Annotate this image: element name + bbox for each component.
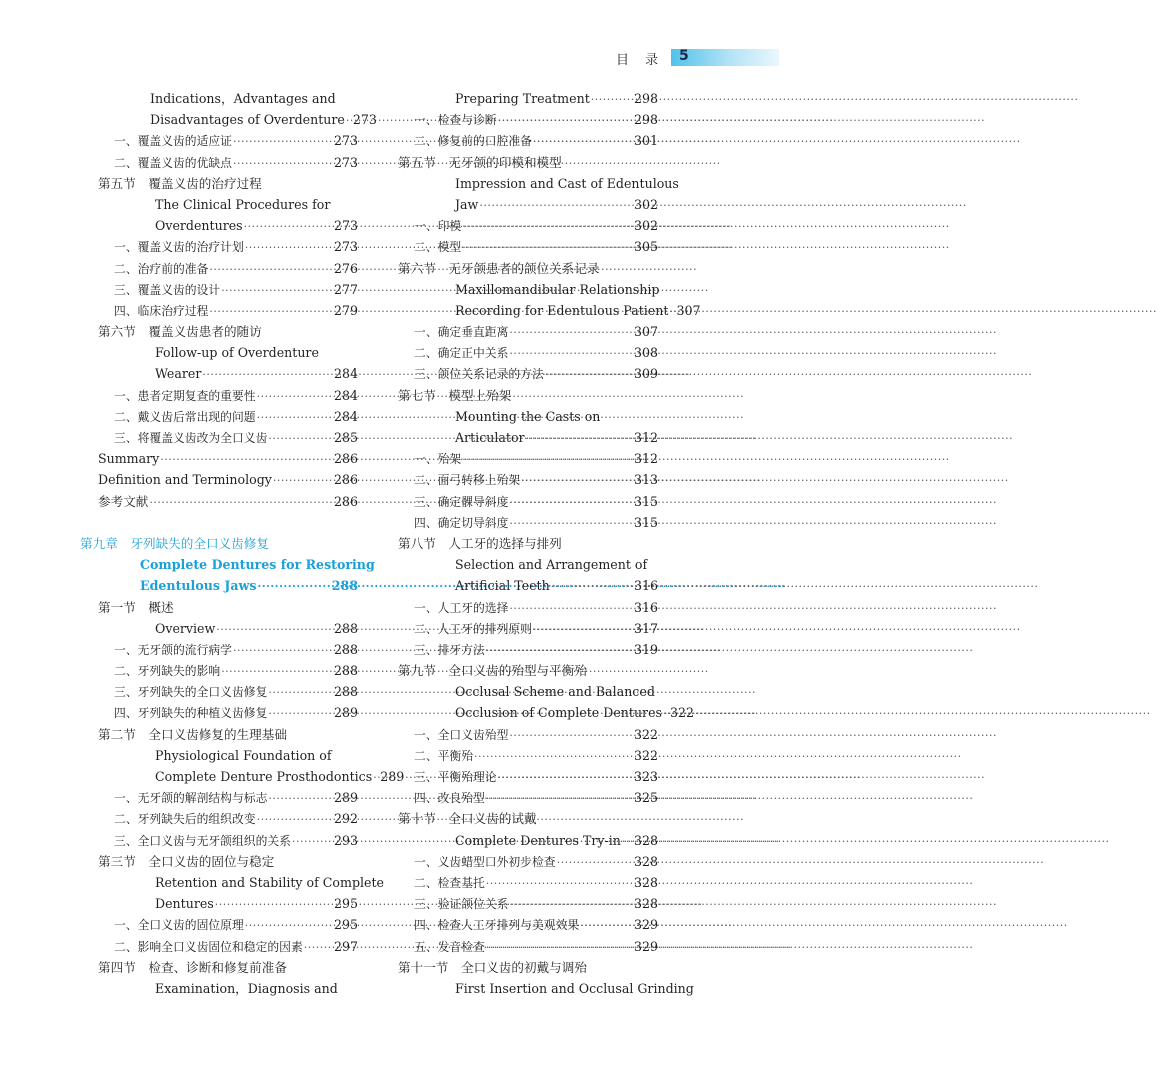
- toc-entry-title: Examination，Diagnosis and: [155, 980, 338, 996]
- toc-entry-title: Recording for Edentulous Patient: [455, 302, 669, 318]
- toc-page-number: 316: [633, 599, 658, 615]
- toc-dot-leader: [533, 131, 633, 152]
- toc-page-number: 302: [633, 218, 658, 234]
- toc-entry[interactable]: [80, 639, 358, 660]
- toc-entry: [80, 173, 358, 194]
- toc-left-column: [80, 88, 405, 999]
- toc-dot-leader: [479, 195, 633, 216]
- toc-dot-leader: [498, 767, 633, 788]
- toc-entry-title: 一、人工牙的选择: [414, 600, 509, 615]
- toc-entry[interactable]: [80, 258, 358, 279]
- running-header-title: 目 录: [616, 53, 665, 68]
- toc-dot-leader: [346, 110, 352, 131]
- toc-entry[interactable]: [80, 427, 358, 448]
- toc-page-number: 312: [633, 430, 658, 445]
- toc-entry-title: 二、确定正中关系: [414, 346, 509, 361]
- toc-entry-title: 第七节 模型上殆架: [398, 387, 512, 403]
- toc-page-number: 295: [333, 896, 358, 912]
- toc-entry-title: 二、修复前的口腔准备: [414, 134, 532, 149]
- toc-entry-title: 第五节 覆盖义齿的治疗过程: [98, 175, 262, 191]
- toc-entry-title: Selection and Arrangement of: [455, 557, 648, 573]
- toc-entry[interactable]: [380, 787, 658, 808]
- toc-entry-title: 一、确定垂直距离: [414, 325, 509, 340]
- toc-page-number: 288: [333, 684, 358, 700]
- toc-entry-title: 二、覆盖义齿的优缺点: [114, 155, 232, 170]
- toc-entry-title: First Insertion and Occlusal Grinding: [455, 980, 694, 996]
- toc-entry-title: 四、检查人工牙排列与美观效果: [414, 918, 580, 933]
- toc-entry-title: The Clinical Procedures for: [155, 196, 331, 212]
- toc-dot-leader: [233, 153, 333, 174]
- toc-page-number: 295: [333, 917, 358, 933]
- toc-entry-title: Disadvantages of Overdenture: [150, 112, 345, 128]
- toc-entry[interactable]: [80, 808, 358, 829]
- toc-dot-leader: [245, 915, 333, 936]
- toc-dot-leader: [509, 492, 633, 513]
- toc-entry: [380, 554, 658, 575]
- toc-entry-title: Physiological Foundation of: [155, 747, 332, 763]
- toc-entry-title: 一、义齿蜡型口外初步检查: [414, 854, 556, 869]
- toc-chapter-entry: [80, 554, 375, 575]
- toc-entry[interactable]: [80, 406, 358, 427]
- toc-dot-leader: [245, 237, 333, 258]
- toc-page-number: 308: [633, 345, 658, 361]
- toc-entry-title: 第五节 无牙颌的印模和模型: [398, 154, 562, 170]
- toc-entry-title: Complete Dentures for Restoring: [140, 557, 375, 573]
- toc-entry[interactable]: [80, 385, 358, 406]
- toc-entry-title: 第三节 全口义齿的固位与稳定: [98, 853, 275, 869]
- toc-page-number: 277: [333, 281, 358, 297]
- toc-dot-leader: [663, 703, 669, 724]
- toc-entry[interactable]: [80, 215, 358, 236]
- toc-entry-title: 四、改良殆型: [414, 791, 485, 806]
- toc-entry[interactable]: [80, 130, 358, 151]
- toc-entry[interactable]: [380, 745, 658, 766]
- toc-dot-leader: [551, 576, 633, 597]
- toc-page-number: 298: [633, 112, 658, 128]
- toc-dot-leader: [209, 301, 333, 322]
- toc-entry-title: 四、牙列缺失的种植义齿修复: [114, 706, 268, 721]
- toc-entry[interactable]: [380, 300, 701, 321]
- toc-entry-title: Overview: [155, 620, 216, 636]
- toc-entry-title: 二、治疗前的准备: [114, 261, 209, 276]
- toc-entry-title: Complete Denture Prosthodontics: [155, 769, 373, 784]
- toc-page-number: 307: [676, 302, 701, 318]
- toc-page-number: 276: [333, 260, 358, 276]
- toc-entry: [380, 152, 658, 173]
- toc-entry-title: Retention and Stability of Complete: [155, 874, 385, 890]
- toc-entry[interactable]: [80, 279, 358, 300]
- toc-entry: [380, 957, 658, 978]
- toc-page-number: 328: [633, 853, 658, 869]
- toc-page-number: 315: [633, 514, 658, 530]
- toc-entry-title: Occlusal Scheme and Balanced: [455, 684, 655, 700]
- toc-entry-title: 第六节 覆盖义齿患者的随访: [98, 324, 262, 340]
- toc-dot-leader: [273, 470, 333, 491]
- toc-entry[interactable]: [80, 681, 358, 702]
- toc-entry[interactable]: [380, 872, 658, 893]
- toc-entry[interactable]: [380, 469, 658, 490]
- toc-entry-title: 一、无牙颌的流行病学: [114, 642, 232, 657]
- toc-entry: [80, 851, 358, 872]
- toc-entry-title: 第一节 概述: [98, 599, 174, 615]
- toc-entry[interactable]: [380, 766, 658, 787]
- toc-entry-title: 三、颌位关系记录的方法: [414, 367, 544, 382]
- toc-page-number: 323: [633, 769, 658, 784]
- toc-page-number: 298: [633, 91, 658, 106]
- toc-dot-leader: [509, 598, 633, 619]
- toc-entry[interactable]: [80, 236, 358, 257]
- toc-dot-leader: [215, 894, 333, 915]
- toc-dot-leader: [509, 513, 633, 534]
- toc-entry-title: Impression and Cast of Edentulous: [455, 175, 679, 191]
- toc-page-number: 307: [633, 324, 658, 340]
- toc-entry-title: Maxillomandibular Relationship: [455, 281, 660, 297]
- toc-entry-title: 第二节 全口义齿修复的生理基础: [98, 726, 287, 742]
- toc-dot-leader: [233, 131, 333, 152]
- toc-entry-title: Occlusion of Complete Dentures: [455, 705, 662, 721]
- toc-dot-leader: [244, 216, 333, 237]
- toc-entry[interactable]: [80, 830, 358, 851]
- toc-entry: [380, 173, 679, 194]
- toc-dot-leader: [268, 428, 333, 449]
- toc-dot-leader: [462, 216, 633, 237]
- toc-page-number: 317: [633, 620, 658, 636]
- toc-entry-title: 一、全口义齿殆型: [414, 727, 509, 742]
- toc-entry[interactable]: [380, 597, 658, 618]
- toc-dot-leader: [486, 788, 633, 809]
- toc-page-number: 273: [333, 133, 358, 149]
- toc-dot-leader: [268, 682, 333, 703]
- toc-entry-title: Edentulous Jaws: [140, 578, 257, 594]
- toc-entry-title: 三、牙列缺失的全口义齿修复: [114, 685, 268, 700]
- toc-entry: [380, 406, 658, 427]
- toc-page-number: 293: [333, 832, 358, 848]
- toc-dot-leader: [233, 640, 333, 661]
- toc-entry-title: 第九章 牙列缺失的全口义齿修复: [80, 535, 269, 551]
- toc-entry[interactable]: [380, 321, 658, 342]
- toc-entry-title: 一、无牙颌的解剖结构与标志: [114, 791, 268, 806]
- toc-entry[interactable]: [380, 363, 658, 384]
- toc-page-number: 309: [633, 366, 658, 382]
- toc-dot-leader: [257, 386, 333, 407]
- toc-entry-title: 二、面弓转移上殆架: [414, 473, 521, 488]
- toc-page-number: 273: [333, 239, 358, 255]
- toc-chapter-entry: [80, 533, 358, 554]
- toc-page-number: 305: [633, 239, 658, 255]
- toc-page-number: 315: [633, 493, 658, 509]
- toc-dot-leader: [221, 661, 333, 682]
- toc-page-number: 289: [333, 705, 358, 721]
- toc-entry-title: 第四节 检查、诊断和修复前准备: [98, 959, 287, 975]
- toc-right-column: [380, 88, 701, 999]
- toc-entry: [380, 533, 658, 554]
- toc-entry-title: Complete Dentures Try-in: [455, 832, 621, 848]
- toc-dot-leader: [669, 301, 675, 322]
- toc-entry-title: 三、排牙方法: [414, 642, 485, 657]
- toc-entry-title: 三、全口义齿与无牙颌组织的关系: [114, 833, 291, 848]
- toc-dot-leader: [509, 322, 633, 343]
- toc-page-number: 286: [333, 493, 358, 509]
- toc-page-number: 313: [633, 472, 658, 488]
- toc-entry[interactable]: [380, 130, 658, 151]
- toc-page-number: 279: [333, 302, 358, 318]
- toc-entry[interactable]: [80, 109, 377, 130]
- toc-entry-title: 二、戴义齿后常出现的问题: [114, 409, 256, 424]
- toc-entry: [380, 660, 658, 681]
- toc-entry[interactable]: [80, 914, 358, 935]
- page-number: 5: [679, 48, 689, 64]
- toc-entry-title: 二、检查基托: [414, 875, 485, 890]
- toc-entry-title: 二、模型: [414, 240, 462, 255]
- toc-entry-title: 一、覆盖义齿的适应证: [114, 134, 232, 149]
- toc-page-number: 286: [333, 451, 358, 467]
- toc-entry-title: 参考文献: [98, 493, 149, 509]
- toc-entry-title: Articulator: [455, 430, 525, 445]
- toc-entry[interactable]: [80, 152, 358, 173]
- toc-entry[interactable]: [80, 936, 358, 957]
- toc-entry[interactable]: [80, 660, 358, 681]
- toc-entry-title: 二、影响全口义齿固位和稳定的因素: [114, 939, 303, 954]
- toc-entry-title: 第十节 全口义齿的试戴: [398, 811, 537, 827]
- toc-entry[interactable]: [80, 618, 358, 639]
- toc-entry-title: 一、全口义齿的固位原理: [114, 918, 244, 933]
- toc-entry-title: 一、覆盖义齿的治疗计划: [114, 240, 244, 255]
- toc-dot-leader: [509, 894, 633, 915]
- toc-entry[interactable]: [380, 109, 658, 130]
- toc-page-number: 297: [333, 938, 358, 954]
- toc-page-number: 322: [633, 726, 658, 742]
- toc-entry[interactable]: [380, 427, 658, 448]
- toc-dot-leader: [149, 492, 333, 513]
- toc-entry-title: Mounting the Casts on: [455, 408, 601, 424]
- toc-page-number: 292: [333, 811, 358, 827]
- toc-entry-title: 一、患者定期复查的重要性: [114, 388, 256, 403]
- toc-entry: [380, 258, 658, 279]
- toc-page-number: 284: [333, 408, 358, 424]
- toc-dot-leader: [209, 259, 333, 280]
- toc-dot-leader: [160, 449, 333, 470]
- toc-page-number: 273: [333, 218, 358, 234]
- toc-entry[interactable]: [80, 787, 358, 808]
- toc-entry: [380, 808, 658, 829]
- toc-entry[interactable]: [80, 893, 358, 914]
- toc-dot-leader: [622, 831, 633, 852]
- toc-dot-leader: [257, 576, 330, 597]
- toc-page-number: 284: [333, 387, 358, 403]
- toc-dot-leader: [373, 767, 379, 788]
- toc-entry[interactable]: [380, 830, 658, 851]
- toc-entry: [80, 978, 358, 999]
- toc-dot-leader: [580, 915, 633, 936]
- toc-page-number: 285: [333, 430, 358, 445]
- toc-entry-title: 五、发音检查: [414, 939, 485, 954]
- toc-entry[interactable]: [80, 448, 358, 469]
- toc-entry-title: 二、人工牙的排列原则: [414, 621, 532, 636]
- toc-entry[interactable]: [380, 639, 658, 660]
- toc-entry-title: 三、确定髁导斜度: [414, 494, 509, 509]
- toc-page-number: 288: [333, 620, 358, 636]
- toc-entry-title: 第六节 无牙颌患者的颌位关系记录: [398, 260, 600, 276]
- toc-entry-title: 一、殆架: [414, 452, 462, 467]
- toc-dot-leader: [486, 937, 633, 958]
- toc-entry-title: 三、覆盖义齿的设计: [114, 282, 221, 297]
- toc-entry[interactable]: [80, 469, 358, 490]
- toc-entry-title: Follow-up of Overdenture: [155, 345, 319, 361]
- toc-entry: [380, 978, 694, 999]
- toc-entry[interactable]: [380, 575, 658, 596]
- toc-dot-leader: [526, 428, 633, 449]
- toc-chapter-entry[interactable]: [80, 575, 358, 596]
- toc-page-number: 316: [633, 578, 658, 594]
- toc-entry-title: 三、验证颌位关系: [414, 897, 509, 912]
- toc-page-number: 288: [333, 641, 358, 657]
- toc-dot-leader: [257, 809, 333, 830]
- toc-entry: [80, 321, 358, 342]
- toc-entry: [80, 194, 358, 215]
- toc-dot-leader: [498, 110, 633, 131]
- toc-entry-title: Artificial Teeth: [455, 578, 550, 594]
- toc-entry: [80, 745, 358, 766]
- toc-entry-title: 第九节 全口义齿的殆型与平衡殆: [398, 663, 587, 679]
- toc-entry: [380, 385, 658, 406]
- toc-dot-leader: [462, 449, 633, 470]
- toc-entry-title: Dentures: [155, 896, 214, 912]
- toc-page-number: 284: [333, 366, 358, 382]
- toc-dot-leader: [304, 937, 333, 958]
- toc-page-number: 329: [633, 938, 658, 954]
- toc-page-number: 273: [333, 154, 358, 170]
- toc-entry: [80, 872, 385, 893]
- toc-entry: [80, 88, 358, 109]
- toc-entry[interactable]: [80, 363, 358, 384]
- toc-entry-title: 第十一节 全口义齿的初戴与调殆: [398, 959, 587, 975]
- toc-entry[interactable]: [380, 215, 658, 236]
- toc-dot-leader: [474, 746, 633, 767]
- toc-dot-leader: [533, 619, 633, 640]
- toc-dot-leader: [202, 364, 333, 385]
- toc-page-number: 329: [633, 917, 658, 933]
- toc-dot-leader: [221, 280, 333, 301]
- toc-entry-title: Wearer: [155, 366, 202, 382]
- toc-entry[interactable]: [380, 618, 658, 639]
- toc-entry: [80, 597, 358, 618]
- toc-page-number: 325: [633, 790, 658, 806]
- toc-entry-title: 二、牙列缺失的影响: [114, 664, 221, 679]
- toc-page-number: 328: [633, 874, 658, 890]
- toc-entry-title: Overdentures: [155, 218, 243, 234]
- toc-dot-leader: [509, 343, 633, 364]
- toc-entry[interactable]: [380, 936, 658, 957]
- toc-entry[interactable]: [80, 300, 358, 321]
- toc-entry: [380, 681, 658, 702]
- toc-entry[interactable]: [80, 491, 358, 512]
- toc-entry[interactable]: [380, 914, 658, 935]
- toc-entry-title: 四、临床治疗过程: [114, 303, 209, 318]
- toc-entry-title: 三、将覆盖义齿改为全口义齿: [114, 431, 268, 445]
- toc-entry[interactable]: [380, 491, 658, 512]
- toc-entry[interactable]: [380, 512, 658, 533]
- toc-entry[interactable]: [380, 88, 658, 109]
- toc-entry-title: 四、确定切导斜度: [414, 515, 509, 530]
- toc-entry: [80, 957, 358, 978]
- toc-entry-title: Indications，Advantages and: [150, 91, 336, 106]
- toc-dot-leader: [591, 89, 633, 110]
- toc-entry[interactable]: [380, 194, 658, 215]
- toc-entry-title: 二、平衡殆: [414, 748, 473, 763]
- toc-entry[interactable]: [380, 702, 695, 723]
- toc-dot-leader: [509, 725, 633, 746]
- toc-entry-title: Jaw: [455, 196, 479, 212]
- toc-entry[interactable]: [380, 448, 658, 469]
- toc-entry-title: Summary: [98, 451, 160, 467]
- toc-page-number: 319: [633, 641, 658, 657]
- toc-page-number: 328: [633, 896, 658, 912]
- toc-dot-leader: [486, 640, 633, 661]
- toc-entry-title: Preparing Treatment: [455, 91, 590, 106]
- toc-dot-leader: [545, 364, 633, 385]
- toc-entry-title: 一、印模: [414, 219, 462, 234]
- toc-entry: [380, 279, 658, 300]
- toc-entry-title: 一、检查与诊断: [414, 113, 497, 128]
- toc-entry[interactable]: [80, 702, 358, 723]
- toc-entry-title: 三、平衡殆理论: [414, 770, 497, 784]
- toc-entry[interactable]: [380, 236, 658, 257]
- toc-entry[interactable]: [380, 342, 658, 363]
- toc-page-number: 273: [352, 112, 377, 128]
- toc-dot-leader: [216, 619, 333, 640]
- toc-entry: [80, 342, 358, 363]
- toc-page-number: 288: [331, 578, 358, 594]
- toc-entry[interactable]: [380, 724, 658, 745]
- toc-dot-leader: [292, 831, 333, 852]
- toc-entry-title: 第八节 人工牙的选择与排列: [398, 535, 562, 551]
- toc-page-number: 288: [333, 663, 358, 679]
- toc-dot-leader: [462, 237, 633, 258]
- toc-dot-leader: [557, 852, 633, 873]
- toc-entry-title: Definition and Terminology: [98, 472, 272, 488]
- toc-entry: [80, 724, 358, 745]
- toc-page-number: 289: [333, 790, 358, 806]
- toc-entry[interactable]: [380, 893, 658, 914]
- toc-entry[interactable]: [80, 766, 405, 787]
- toc-dot-leader: [521, 470, 633, 491]
- toc-page-number: 301: [633, 133, 658, 149]
- toc-page-number: 312: [633, 451, 658, 467]
- toc-page-number: 322: [670, 705, 695, 721]
- toc-dot-leader: [268, 703, 333, 724]
- toc-spacer: [80, 512, 358, 533]
- toc-entry-title: 二、牙列缺失后的组织改变: [114, 812, 256, 827]
- toc-dot-leader: [486, 873, 633, 894]
- toc-entry[interactable]: [380, 851, 658, 872]
- toc-dot-leader: [268, 788, 333, 809]
- toc-page-number: 286: [333, 472, 358, 488]
- toc-dot-leader: [257, 407, 333, 428]
- toc-page-number: 302: [633, 196, 658, 212]
- toc-page-number: 328: [633, 832, 658, 848]
- toc-page-number: 322: [633, 747, 658, 763]
- toc-page-number: 289: [380, 769, 405, 784]
